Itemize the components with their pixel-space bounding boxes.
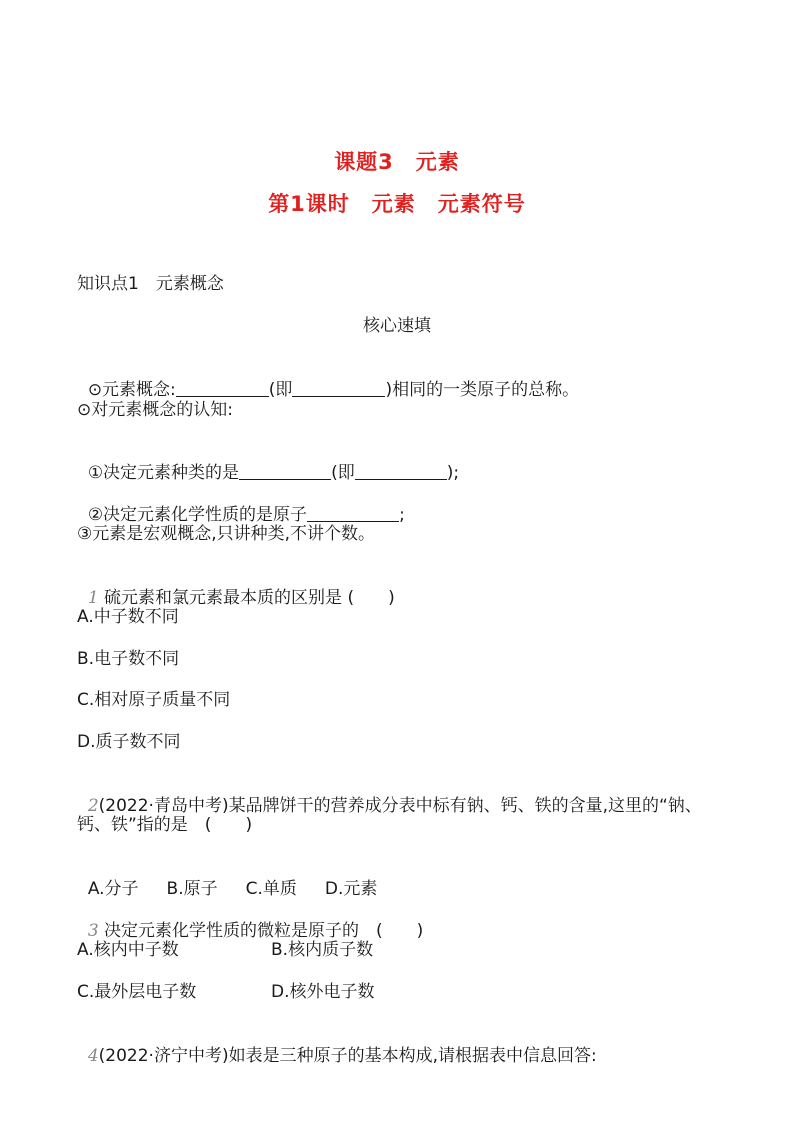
section-heading: 知识点1 元素概念 [77, 274, 224, 294]
question-text: (2022·济宁中考)如表是三种原子的基本构成,请根据表中信息回答: [98, 1046, 597, 1066]
concept-prefix: ⊙元素概念: [87, 380, 176, 400]
question-2-stem-continued: 钙、铁”指的是 ( ) [77, 815, 253, 835]
question-3-option-b[interactable]: B.核内质子数 [271, 940, 374, 960]
answer-blank[interactable] [239, 463, 331, 480]
question-2-option-a[interactable]: A.分子 [87, 879, 139, 899]
question-1-stem [77, 565, 395, 609]
question-1-option-a[interactable]: A.中子数不同 [77, 607, 179, 627]
question-text: (2022·青岛中考)某品牌饼干的营养成分表中标有钠、钙、铁的含量,这里的“钠、 [98, 796, 702, 816]
cognition-title: ⊙对元素概念的认知: [77, 400, 233, 420]
question-text: 决定元素化学性质的微粒是原子的 ( ) [98, 921, 424, 941]
period-title: 第1课时 元素 元素符号 [268, 192, 526, 216]
question-3-stem [77, 898, 423, 942]
answer-blank[interactable] [355, 463, 447, 480]
question-number: 1 [87, 588, 99, 608]
question-3-option-c[interactable]: C.最外层电子数 [77, 982, 197, 1002]
cognition-item-3: ③元素是宏观概念,只讲种类,不讲个数。 [77, 524, 376, 544]
item1-mid: (即 [331, 463, 355, 483]
item2-prefix: ②决定元素化学性质的是原子 [87, 505, 308, 525]
concept-end: )相同的一类原子的总称。 [385, 380, 580, 400]
answer-blank[interactable] [292, 380, 385, 397]
item1-end: ); [446, 463, 460, 483]
cognition-item-2 [77, 482, 405, 526]
answer-blank[interactable] [176, 380, 269, 397]
item1-prefix: ①决定元素种类的是 [87, 463, 240, 483]
question-3-option-d[interactable]: D.核外电子数 [271, 982, 375, 1002]
core-fill-heading: 核心速填 [363, 316, 431, 336]
item2-end: ; [399, 505, 405, 525]
question-number: 4 [87, 1046, 99, 1066]
question-1-option-c[interactable]: C.相对原子质量不同 [77, 690, 231, 710]
concept-mid: (即 [268, 380, 293, 400]
question-2-stem [77, 773, 702, 817]
question-3-option-a[interactable]: A.核内中子数 [77, 940, 179, 960]
answer-blank[interactable] [307, 505, 399, 522]
question-2-option-b[interactable]: B.原子 [166, 879, 218, 899]
cognition-item-1 [77, 440, 459, 484]
question-2-option-d[interactable]: D.元素 [324, 879, 378, 899]
question-number: 2 [87, 796, 99, 816]
question-1-option-b[interactable]: B.电子数不同 [77, 649, 180, 669]
question-1-option-d[interactable]: D.质子数不同 [77, 732, 181, 752]
question-number: 3 [87, 921, 99, 941]
question-4-stem [77, 1023, 597, 1067]
question-text: 硫元素和氯元素最本质的区别是 ( ) [98, 588, 395, 608]
lesson-title: 课题3 元素 [334, 150, 460, 174]
question-2-option-c[interactable]: C.单质 [245, 879, 297, 899]
concept-fill-line [77, 357, 579, 401]
question-2-options [77, 856, 377, 900]
